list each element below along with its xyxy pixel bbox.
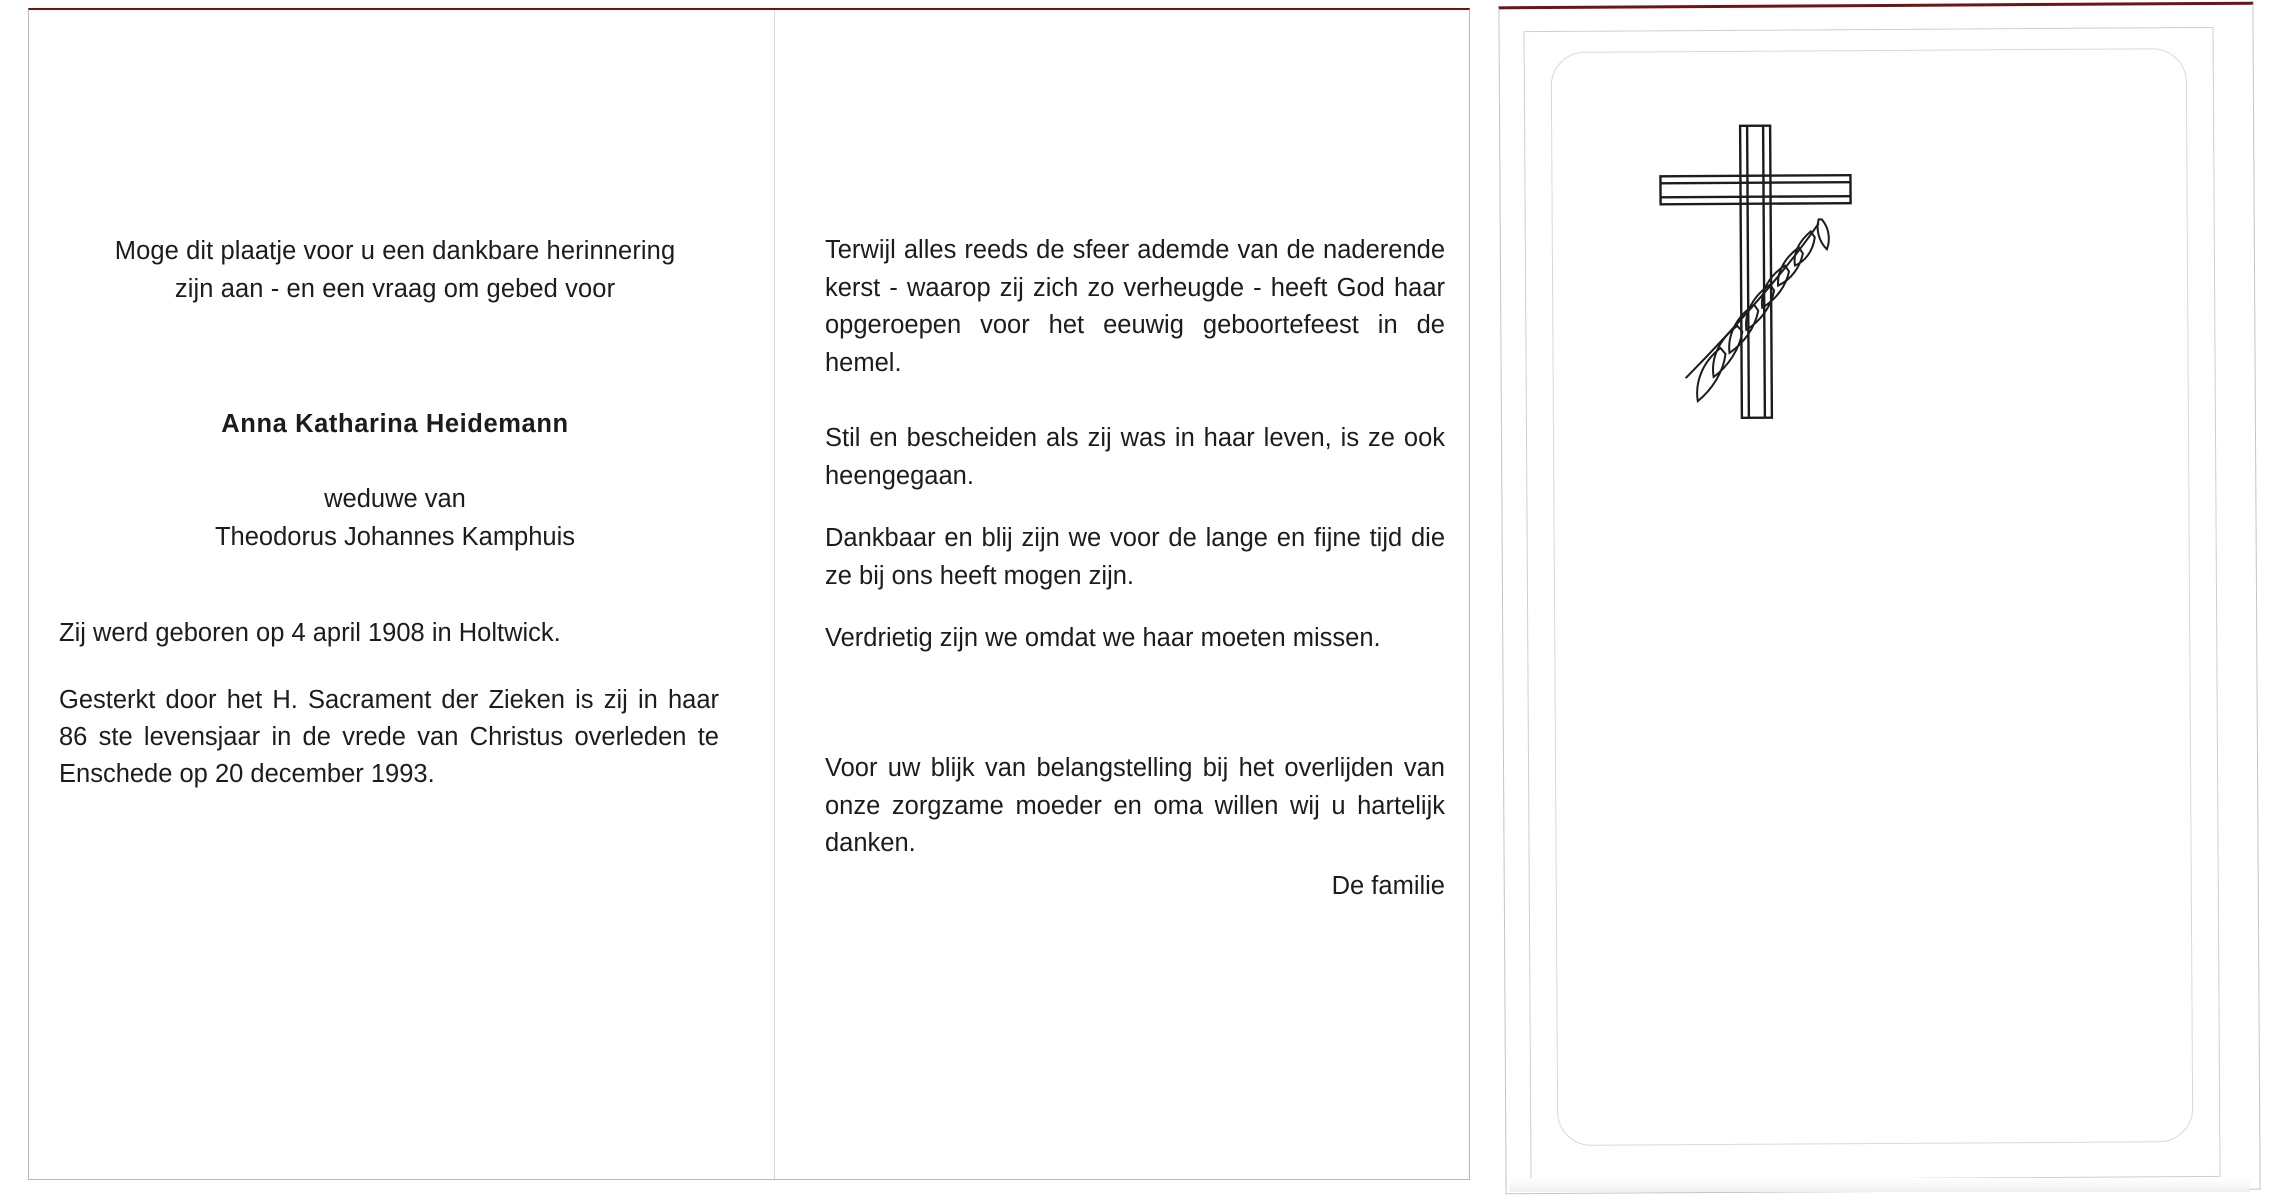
front-decorative-frame — [1551, 48, 2194, 1146]
memorial-card-front — [1524, 27, 2221, 1181]
memorial-paragraph-3: Dankbaar en blij zijn we voor de lange en fijne tijd die ze bij ons heeft mogen zijn. — [825, 524, 1445, 590]
inside-right-panel — [775, 10, 1471, 1179]
memorial-paragraph-4: Verdrietig zijn we omdat we haar moeten missen. — [825, 624, 1381, 652]
signature-line: De familie — [1331, 872, 1445, 900]
memorial-paragraph-5: Voor uw blijk van belangstelling bij het overlijden van onze zorgzame moeder en oma willen wij u hartelijk danken. — [825, 754, 1445, 857]
memorial-intro-text: Moge dit plaatje voor u een dankbare herinnering zijn aan - en een vraag om gebed voor — [114, 237, 676, 303]
memorial-card-inside-spread — [28, 8, 1470, 1180]
memorial-paragraph-2: Stil en bescheiden als zij was in haar leven, is ze ook heengegaan. — [825, 424, 1445, 490]
spouse-name: Theodorus Johannes Kamphuis — [214, 523, 576, 551]
spouse-block — [95, 480, 695, 556]
inside-left-panel — [29, 10, 774, 1179]
scan-edge-shadow — [1510, 1178, 2250, 1192]
memorial-paragraph-1: Terwijl alles reeds de sfeer ademde van de naderende kerst - waarop zij zich zo verheugde - heeft God haar opgeroepen voor het eeuwig geboortefeest in de hemel. — [825, 236, 1445, 377]
deceased-name: Anna Katharina Heidemann — [221, 410, 569, 438]
birth-information: Zij werd geboren op 4 april 1908 in Holtwick. — [59, 619, 561, 647]
death-information: Gesterkt door het H. Sacrament der Zieken is zij in haar 86 ste levensjaar in de vrede van Christus overleden te Enschede op 20 december 1993. — [59, 686, 719, 788]
cross-with-wheat-icon — [1622, 111, 1944, 443]
memorial-card-front-outer — [1498, 2, 2260, 1195]
cross-illustration-svg — [1622, 111, 1944, 443]
widow-label: weduwe van — [324, 485, 466, 513]
